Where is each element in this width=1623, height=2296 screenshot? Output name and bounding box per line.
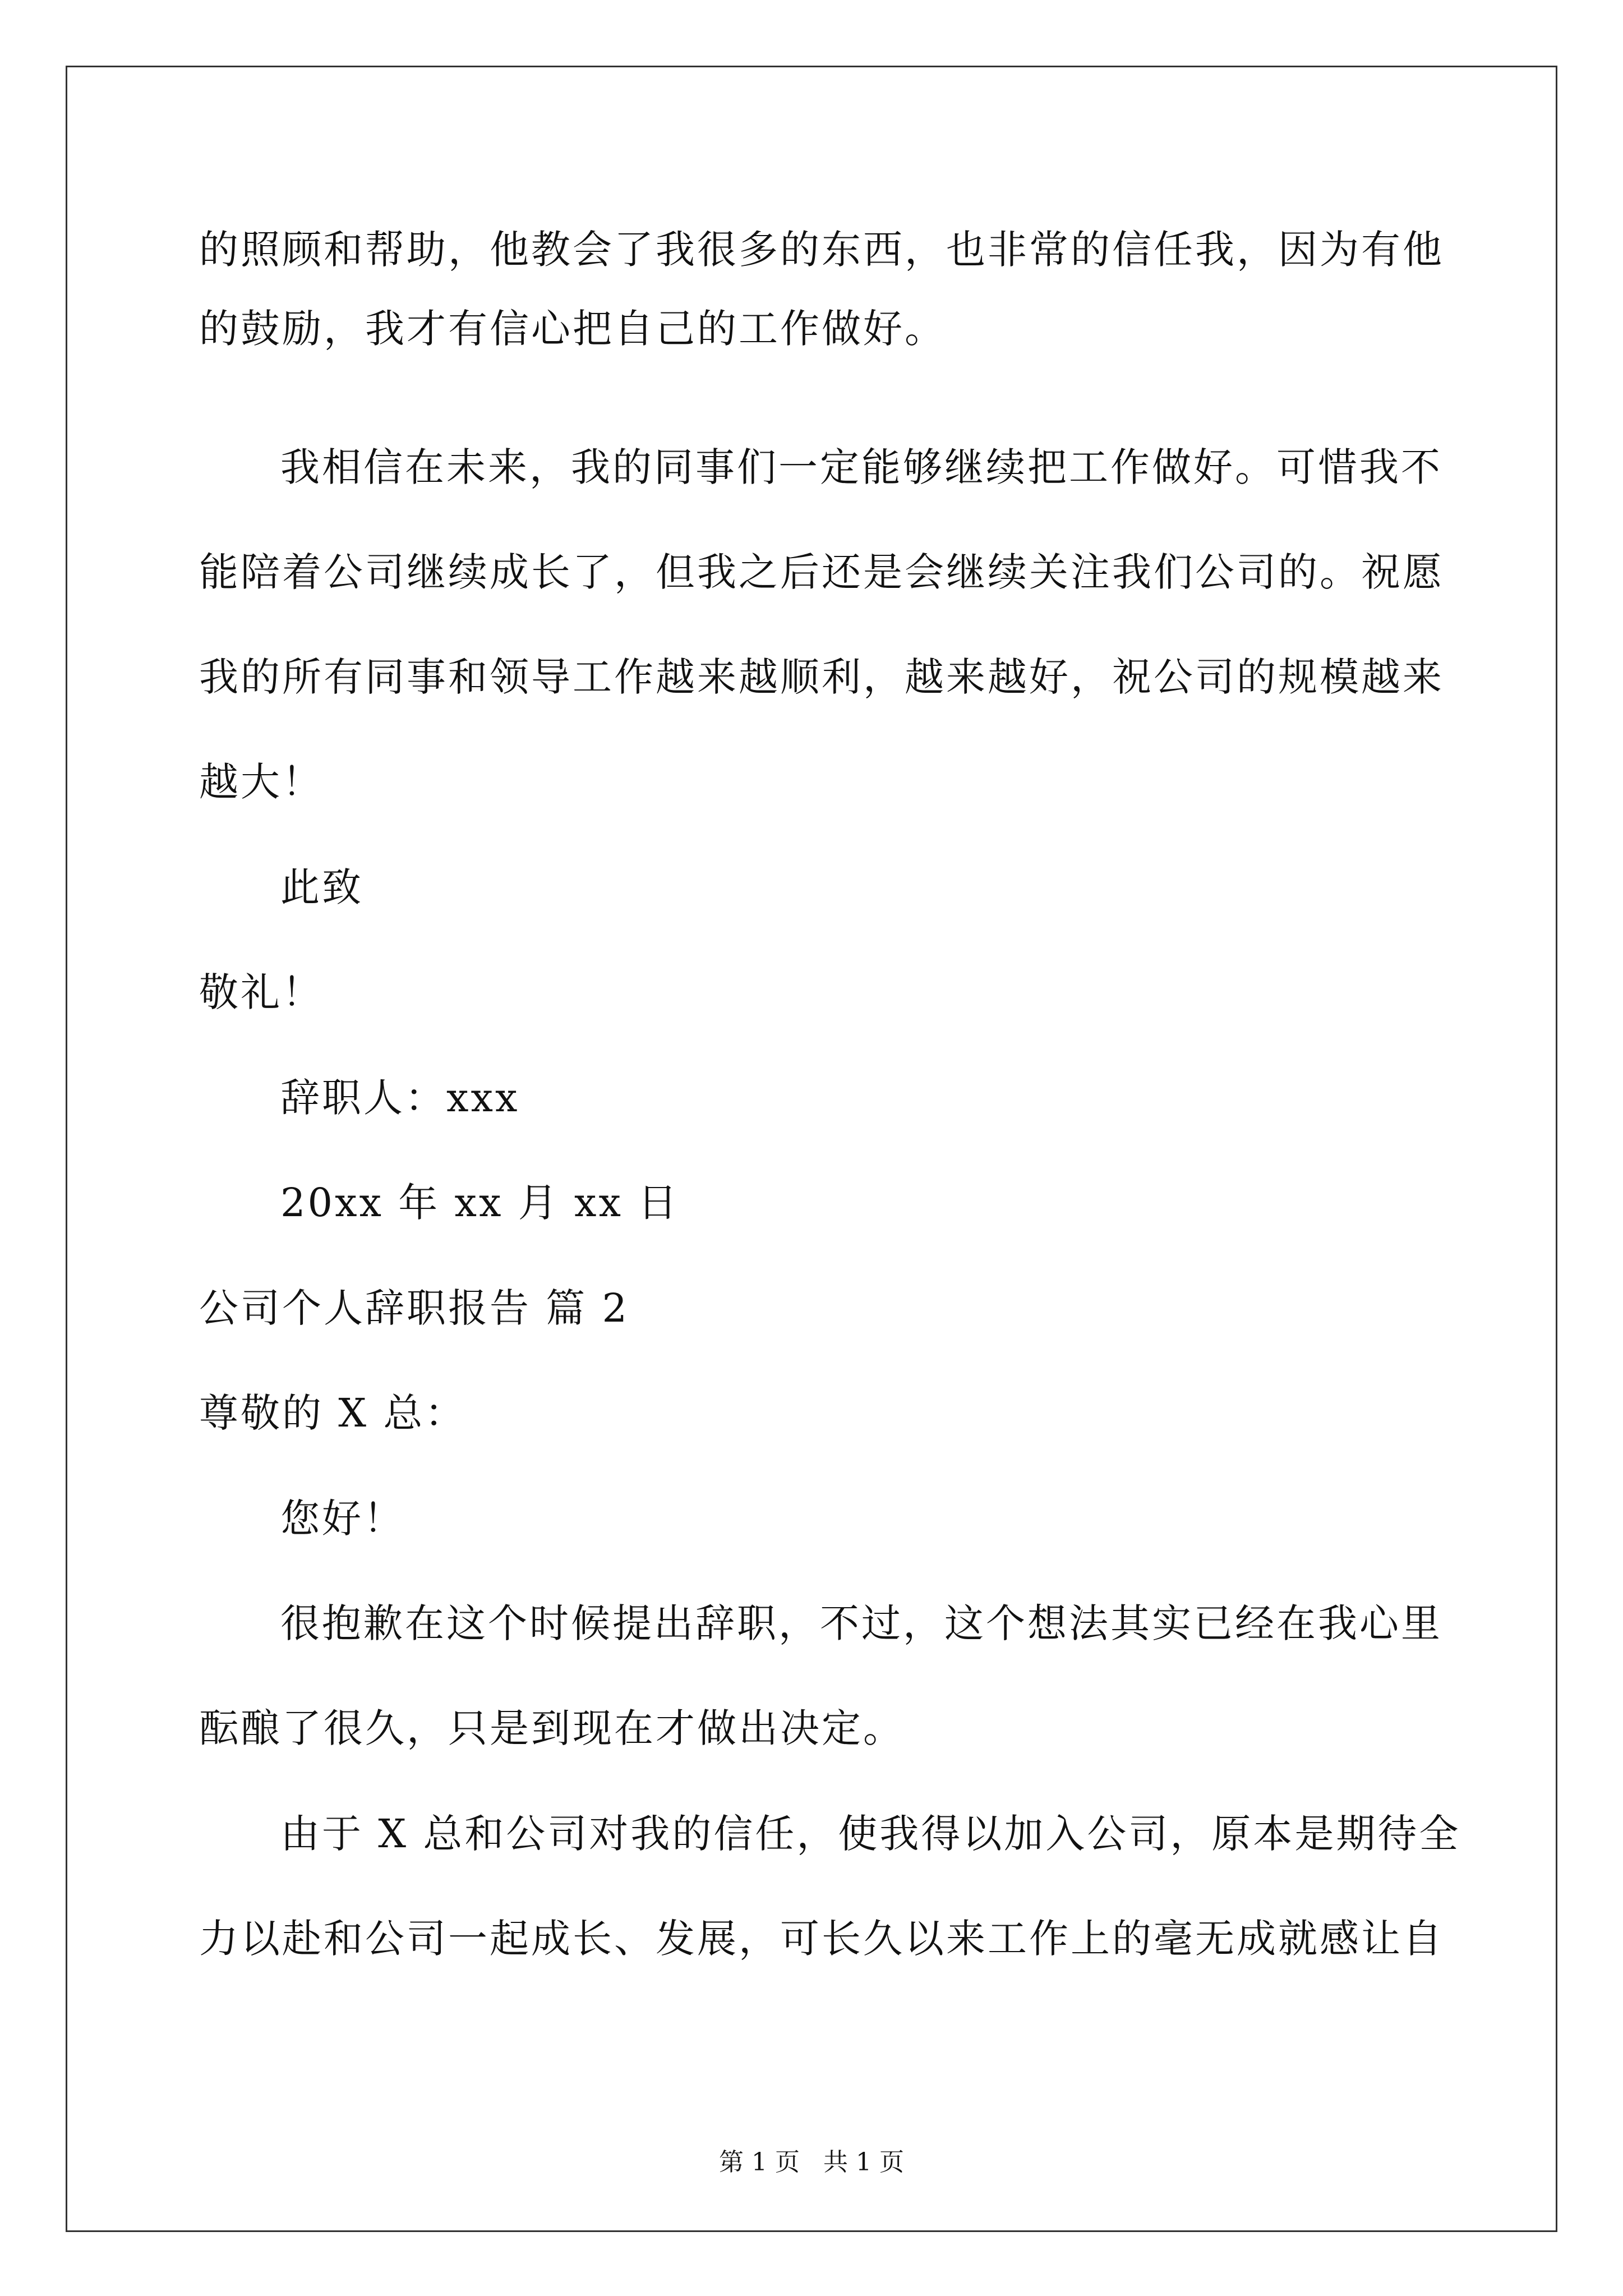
body-line: 能陪着公司继续成长了，但我之后还是会继续关注我们公司的。祝愿 <box>199 549 1444 595</box>
body-line: 由于 X 总和公司对我的信任，使我得以加入公司，原本是期待全 <box>280 1811 1461 1857</box>
page-border <box>66 66 1557 2232</box>
body-line: 的照顾和帮助，他教会了我很多的东西，也非常的信任我，因为有他 <box>199 227 1444 273</box>
body-line: 力以赴和公司一起成长、发展，可长久以来工作上的毫无成就感让自 <box>199 1916 1444 1962</box>
body-line: 的鼓励，我才有信心把自己的工作做好。 <box>199 306 946 352</box>
body-line: 很抱歉在这个时候提出辞职，不过，这个想法其实已经在我心里 <box>280 1600 1442 1646</box>
page-number-footer: 第 1 页 共 1 页 <box>719 2148 904 2177</box>
body-line: 我相信在未来，我的同事们一定能够继续把工作做好。可惜我不 <box>280 444 1442 490</box>
section-title: 公司个人辞职报告 篇 2 <box>199 1285 630 1331</box>
body-line: 越大！ <box>199 759 324 805</box>
signature-line: 辞职人：xxx <box>280 1075 520 1121</box>
body-line: 我的所有同事和领导工作越来越顺利，越来越好，祝公司的规模越来 <box>199 654 1444 700</box>
date-line: 20xx 年 xx 月 xx 日 <box>280 1180 680 1226</box>
addressee-line: 尊敬的 X 总： <box>199 1390 467 1436</box>
closing-line: 此致 <box>280 864 363 910</box>
greeting-line: 您好！ <box>280 1496 405 1542</box>
body-line: 酝酿了很久，只是到现在才做出决定。 <box>199 1705 905 1751</box>
salutation-line: 敬礼！ <box>199 969 324 1015</box>
